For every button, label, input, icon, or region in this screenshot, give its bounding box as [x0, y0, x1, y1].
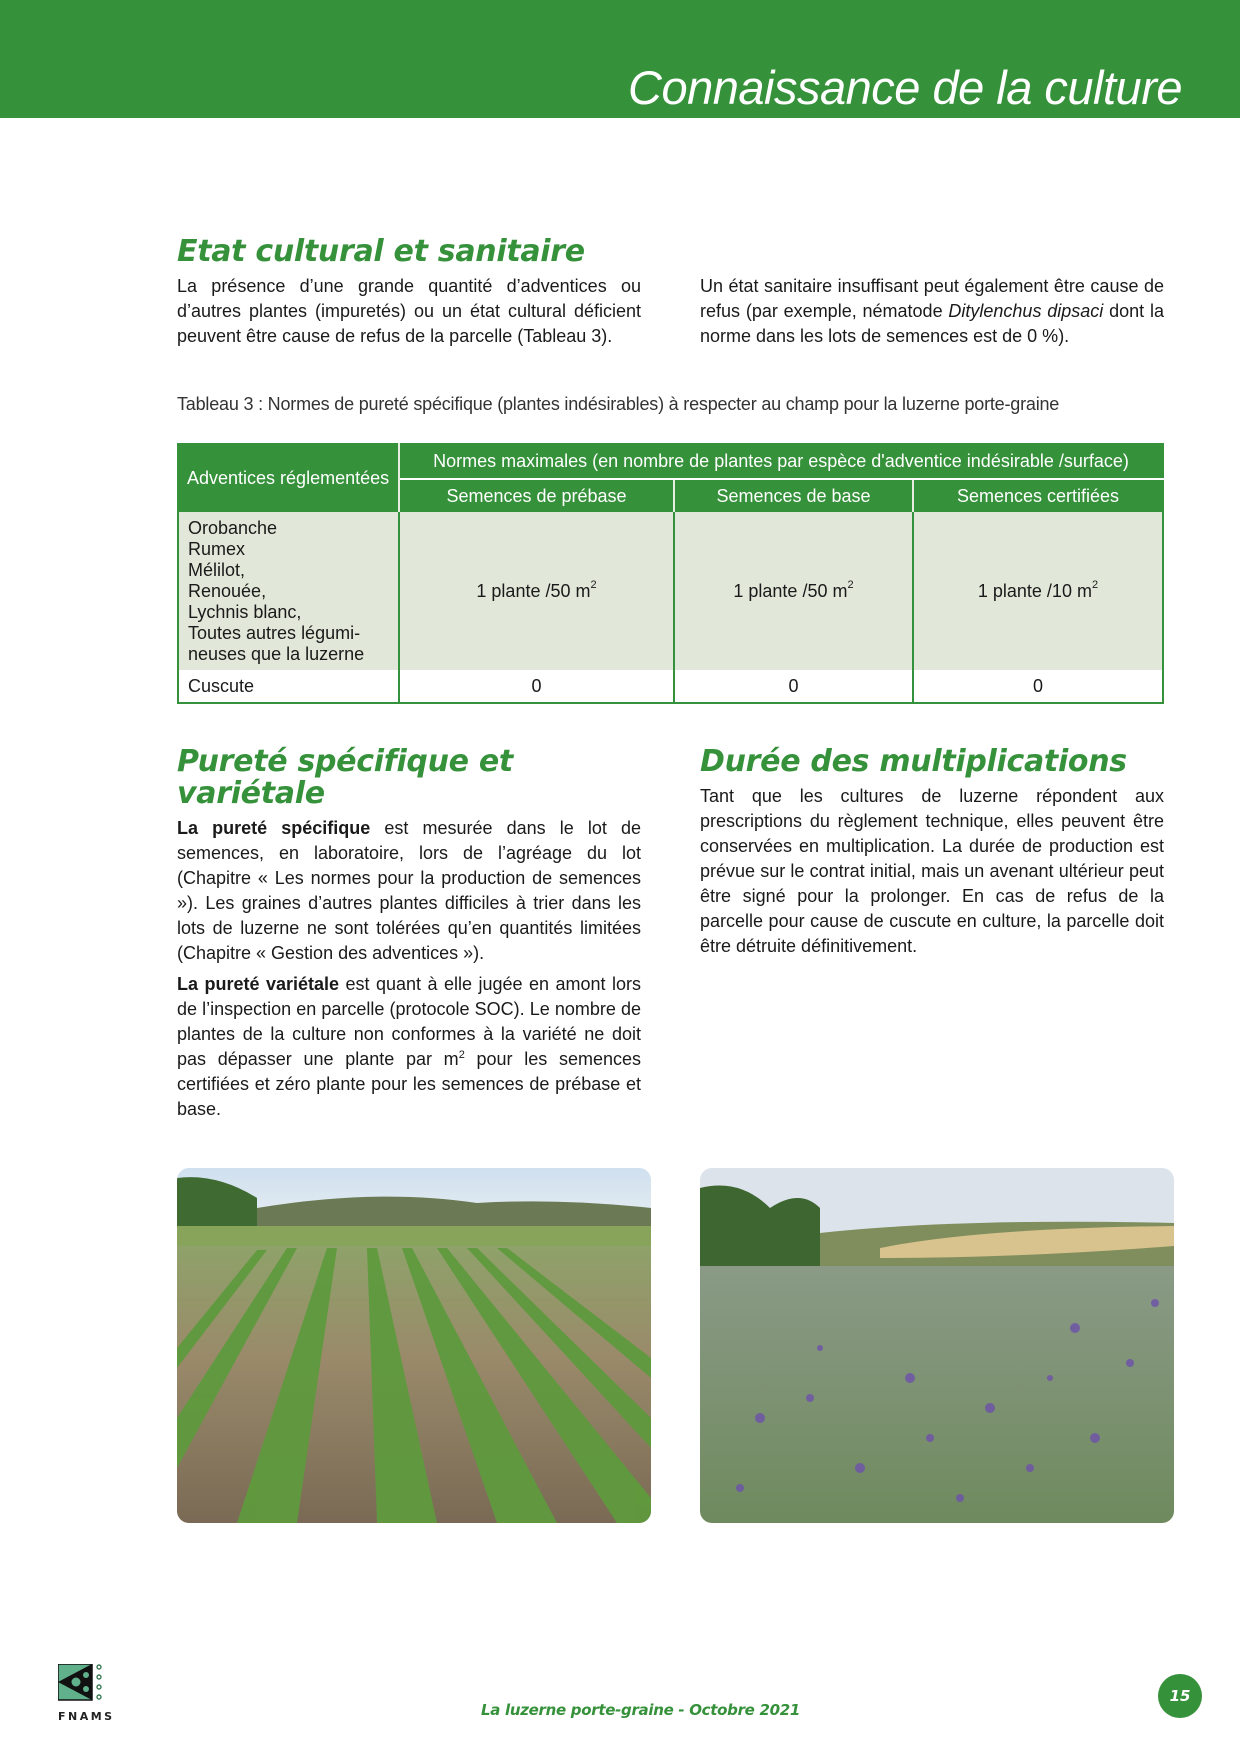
header-band	[0, 0, 1240, 118]
bold-term: La pureté variétale	[177, 974, 340, 994]
paragraph-purete-specifique	[177, 816, 641, 966]
adventice-item: Rumex	[188, 538, 246, 559]
value-base: 0	[674, 670, 913, 703]
photo-field-illustration	[700, 1168, 1174, 1523]
column-purete	[177, 746, 641, 1128]
value-certifiees: 0	[913, 670, 1163, 703]
text-run: est quant à elle jugée en amont lors de l’inspection en parcelle (protocole SOC). Le nombre de plantes de la culture non conformes à la variété ne doit pas dépasser une plante par m	[177, 974, 641, 1069]
header-normes: Normes maximales (en nombre de plantes par espèce d'adventice indésirable /surface)	[399, 444, 1163, 479]
exponent: 2	[590, 578, 597, 591]
value-text: 1 plante /50 m	[476, 580, 591, 601]
paragraph-etat-left: La présence d’une grande quantité d’adventices ou d’autres plantes (impuretés) ou un état cultural déficient peuvent être cause de refus de la parcelle (Tableau 3).	[177, 276, 641, 346]
value-certifiees	[913, 512, 1163, 670]
exponent: 2	[847, 578, 854, 591]
exponent: 2	[1091, 578, 1099, 591]
adventice-item: Orobanche	[188, 517, 278, 538]
adventice-item: Mélilot,	[188, 559, 246, 580]
heading-etat-cultural: Etat cultural et sanitaire	[177, 234, 585, 269]
table-row	[178, 670, 1163, 703]
header-prebase: Semences de prébase	[399, 479, 674, 512]
value-text: 1 plante /10 m	[977, 580, 1092, 601]
young-alfalfa-rows-photo	[177, 1168, 651, 1523]
adventices-list	[178, 512, 399, 670]
column-etat-left	[177, 236, 641, 355]
value-text: 1 plante /50 m	[733, 580, 848, 601]
exponent: 2	[458, 1049, 465, 1061]
heading-duree: Durée des multiplications	[700, 744, 1127, 779]
adventice-item: Renouée,	[188, 580, 267, 601]
header-certifiees: Semences certifiées	[913, 479, 1163, 512]
text-run: est mesurée dans le lot de semences, en laboratoire, lors de l’agréage du lot (Chapitre « Les normes pour la production de semences »). Les graines d’autres plantes difficiles à trier dans les lots de luzerne ne sont tolérées qu’en quantités limitées (Chapitre « Gestion des adventices »).	[177, 818, 641, 963]
paragraph-duree: Tant que les cultures de luzerne répondent aux prescriptions du règlement technique, elles peuvent être conservées en multiplication. La durée de production est prévue sur le contrat initial, mais un avenant ultérieur peut être signé pour la prolonger. En cas de refus de la parcelle pour cause de cuscute en culture, la parcelle doit être détruite définitivement.	[700, 786, 1164, 956]
flowering-alfalfa-field-photo	[700, 1168, 1174, 1523]
column-etat-right	[700, 274, 1164, 355]
adventice-item: Lychnis blanc,	[188, 601, 302, 622]
page-number: 15	[1158, 1674, 1202, 1718]
table-row	[178, 512, 1163, 670]
norms-table	[177, 443, 1164, 704]
value-prebase: 0	[399, 670, 674, 703]
column-duree	[700, 746, 1164, 965]
species-name: Ditylenchus dipsaci	[948, 301, 1104, 321]
section-header-title: Connaissance de la culture	[628, 61, 1182, 114]
paragraph-purete-varietale	[177, 972, 641, 1122]
logo-text: FNAMS	[58, 1710, 115, 1723]
header-adventices: Adventices réglementées	[178, 444, 399, 512]
header-base: Semences de base	[674, 479, 913, 512]
table-caption: Tableau 3 : Normes de pureté spécifique (plantes indésirables) à respecter au champ pour la luzerne porte-graine	[177, 394, 1060, 414]
value-prebase	[399, 512, 674, 670]
adventice-item: Toutes autres légumi-	[188, 622, 361, 643]
paragraph-etat-right	[700, 274, 1164, 349]
footer-publication: La luzerne porte-graine - Octobre 2021	[481, 1701, 801, 1719]
adventice-item: neuses que la luzerne	[188, 643, 365, 664]
photo-rows-illustration	[177, 1168, 651, 1523]
heading-purete: Pureté spécifique et variétale	[177, 744, 513, 811]
adventice-item: Cuscute	[178, 670, 399, 703]
value-base	[674, 512, 913, 670]
bold-term: La pureté spécifique	[177, 818, 371, 838]
fnams-logo-icon	[58, 1664, 106, 1704]
text-run: dont la norme dans les lots de semences est de 0 %).	[700, 301, 1164, 346]
text-run: pour les semences certifiées et zéro plante pour les semences de prébase et base.	[177, 1049, 641, 1119]
fnams-logo	[58, 1664, 118, 1723]
text-run: Un état sanitaire insuffisant peut également être cause de refus (par exemple, nématode	[700, 276, 1164, 321]
